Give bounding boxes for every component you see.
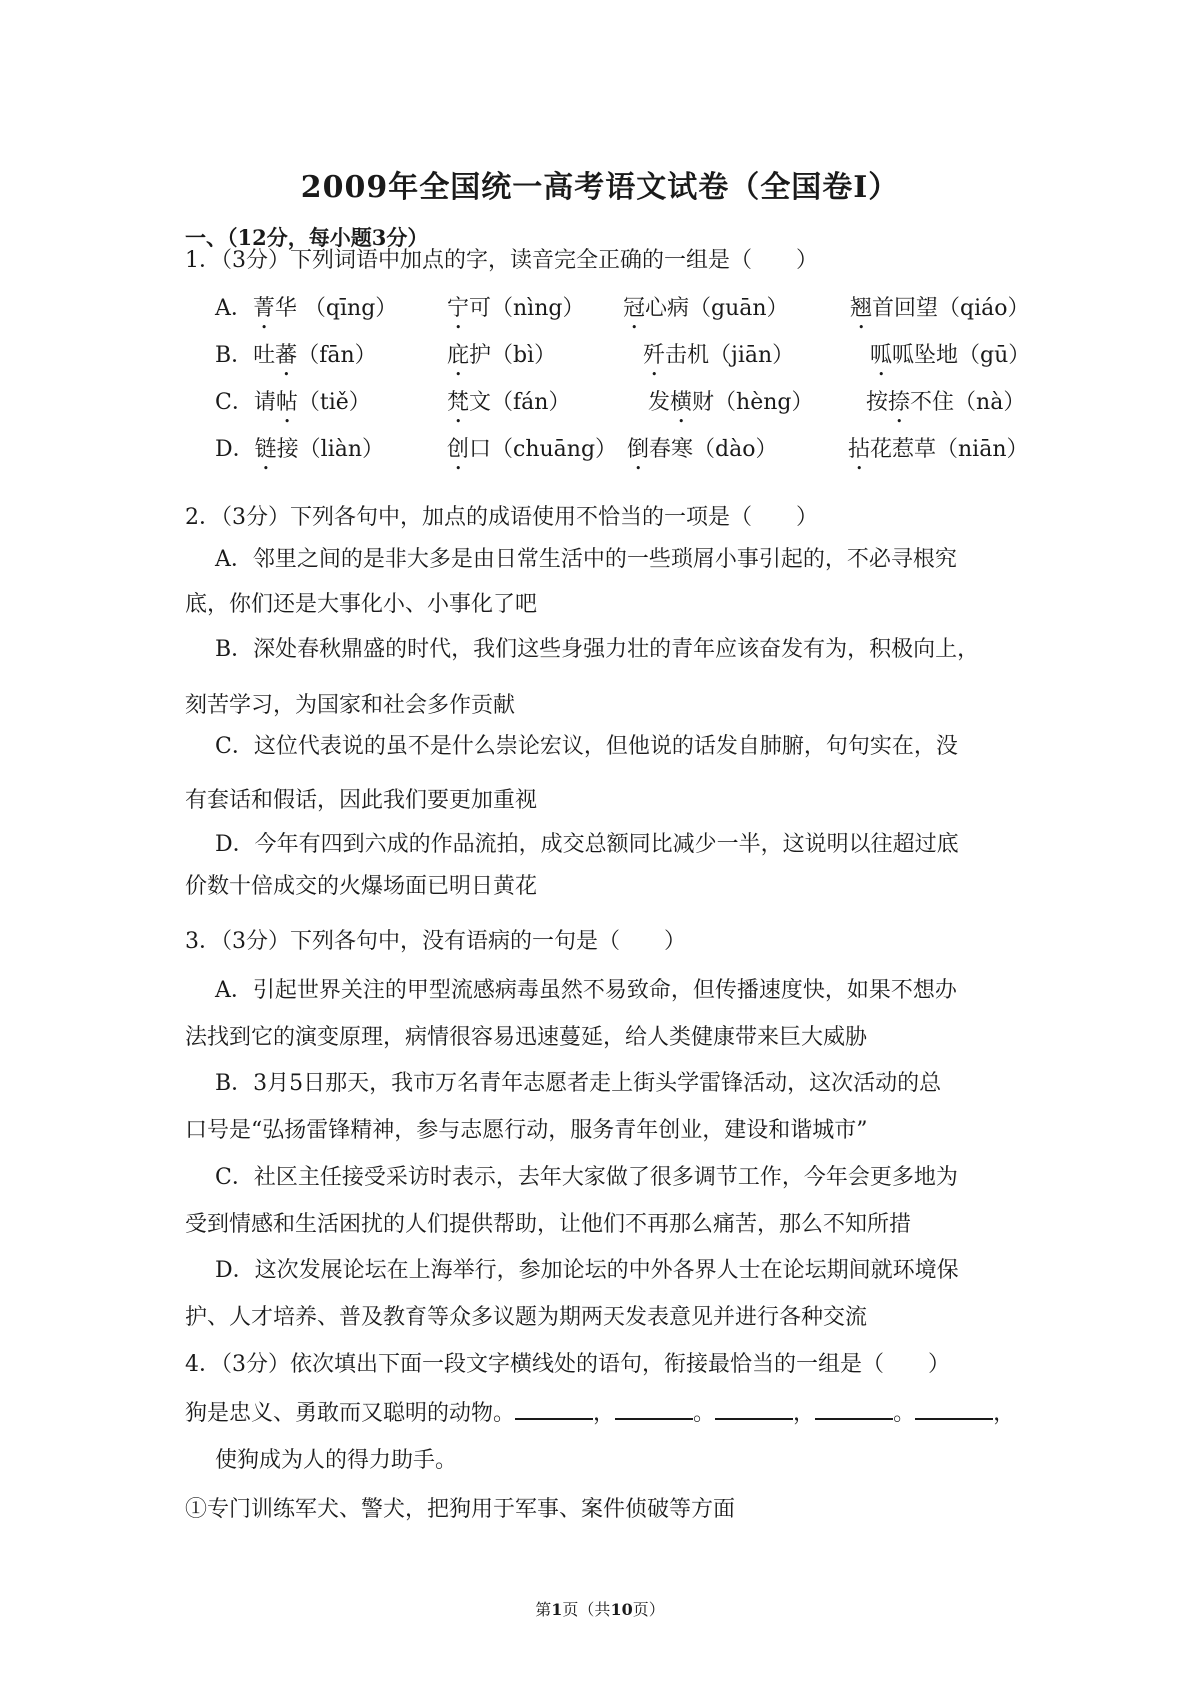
- blank-4: [815, 1398, 893, 1420]
- q3-stem: 3．（3分）下列各句中，没有语病的一句是（ ）: [185, 929, 686, 954]
- q1-option-b-3: 歼击机（jiān）: [643, 343, 795, 368]
- q3-option-c-line2: 受到情感和生活困扰的人们提供帮助，让他们不再那么痛苦，那么不知所措: [185, 1212, 912, 1237]
- q3-option-b-line2: 口号是“弘扬雷锋精神，参与志愿行动，服务青年创业，建设和谐城市”: [185, 1118, 868, 1143]
- page-number: 1: [551, 1600, 563, 1619]
- page-total: 10: [610, 1600, 633, 1619]
- page-footer: 第1页（共10页）: [535, 1600, 665, 1619]
- q1-option-d-1: D．链接（liàn）: [215, 437, 385, 462]
- q1-option-a-3: 冠心病（guān）: [623, 296, 789, 321]
- q3-option-a-line2: 法找到它的演变原理，病情很容易迅速蔓延，给人类健康带来巨大威胁: [185, 1025, 868, 1050]
- q1-option-b-2: 庇护（bì）: [447, 343, 557, 368]
- q2-option-d-line2: 价数十倍成交的火爆场面已明日黄花: [185, 874, 538, 899]
- q2-option-a-line1: A．邻里之间的是非大多是由日常生活中的一些琐屑小事引起的，不必寻根究: [215, 547, 957, 572]
- q4-passage-end: 使狗成为人的得力助手。: [215, 1448, 458, 1473]
- q1-option-a-1: A．菁华 （qīng）: [215, 296, 398, 321]
- q4-stem: 4．（3分）依次填出下面一段文字横线处的语句，衔接最恰当的一组是（ ）: [185, 1352, 950, 1377]
- q1-option-d-3: 倒春寒（dào）: [627, 437, 778, 462]
- q3-option-c-line1: C．社区主任接受采访时表示，去年大家做了很多调节工作，今年会更多地为: [215, 1165, 958, 1190]
- q2-option-c-line2: 有套话和假话，因此我们要更加重视: [185, 788, 538, 813]
- blank-3: [715, 1398, 793, 1420]
- q2-option-b-line2: 刻苦学习，为国家和社会多作贡献: [185, 693, 516, 718]
- q2-option-b-line1: B．深处春秋鼎盛的时代，我们这些身强力壮的青年应该奋发有为，积极向上，: [215, 637, 980, 662]
- q1-stem: 1．（3分）下列词语中加点的字，读音完全正确的一组是（ ）: [185, 248, 818, 273]
- q3-option-d-line2: 护、人才培养、普及教育等众多议题为期两天发表意见并进行各种交流: [185, 1305, 868, 1330]
- q1-option-c-1: C．请帖（tiě）: [215, 390, 371, 415]
- q1-option-a-2: 宁可（nìng）: [447, 296, 585, 321]
- q4-item-1: ①专门训练军犬、警犬，把狗用于军事、案件侦破等方面: [185, 1497, 736, 1522]
- q3-option-b-line1: B．3月5日那天，我市万名青年志愿者走上街头学雷锋活动，这次活动的总: [215, 1071, 942, 1096]
- q4-passage-text: 狗是忠义、勇敢而又聪明的动物。: [185, 1401, 516, 1426]
- blank-5: [915, 1398, 993, 1420]
- q4-passage: 狗是忠义、勇敢而又聪明的动物。 ， 。 ， 。 ，: [185, 1398, 1015, 1428]
- q1-option-d-2: 创口（chuāng）: [447, 437, 618, 462]
- q2-option-d-line1: D．今年有四到六成的作品流拍，成交总额同比减少一半，这说明以往超过底: [215, 832, 959, 857]
- q3-option-d-line1: D．这次发展论坛在上海举行，参加论坛的中外各界人士在论坛期间就环境保: [215, 1258, 959, 1283]
- blank-1: [515, 1398, 593, 1420]
- q1-option-c-2: 梵文（fán）: [447, 390, 571, 415]
- q1-option-b-4: 呱呱坠地（gū）: [870, 343, 1031, 368]
- q2-option-c-line1: C．这位代表说的虽不是什么崇论宏议，但他说的话发自肺腑，句句实在，没: [215, 734, 958, 759]
- q1-option-d-4: 拈花惹草（niān）: [848, 437, 1029, 462]
- section-heading: 一、（12分，每小题3分）: [185, 225, 429, 250]
- q1-option-b-1: B．吐蕃（fān）: [215, 343, 377, 368]
- q1-option-c-4: 按捺不住（nà）: [866, 390, 1026, 415]
- q3-option-a-line1: A．引起世界关注的甲型流感病毒虽然不易致命，但传播速度快，如果不想办: [215, 978, 957, 1003]
- q2-option-a-line2: 底，你们还是大事化小、小事化了吧: [185, 592, 538, 617]
- blank-2: [615, 1398, 693, 1420]
- q1-option-a-4: 翘首回望（qiáo）: [850, 296, 1030, 321]
- page-title: 2009年全国统一高考语文试卷（全国卷Ⅰ）: [300, 170, 900, 205]
- q1-option-c-3: 发横财（hèng）: [648, 390, 814, 415]
- q2-stem: 2．（3分）下列各句中，加点的成语使用不恰当的一项是（ ）: [185, 505, 818, 530]
